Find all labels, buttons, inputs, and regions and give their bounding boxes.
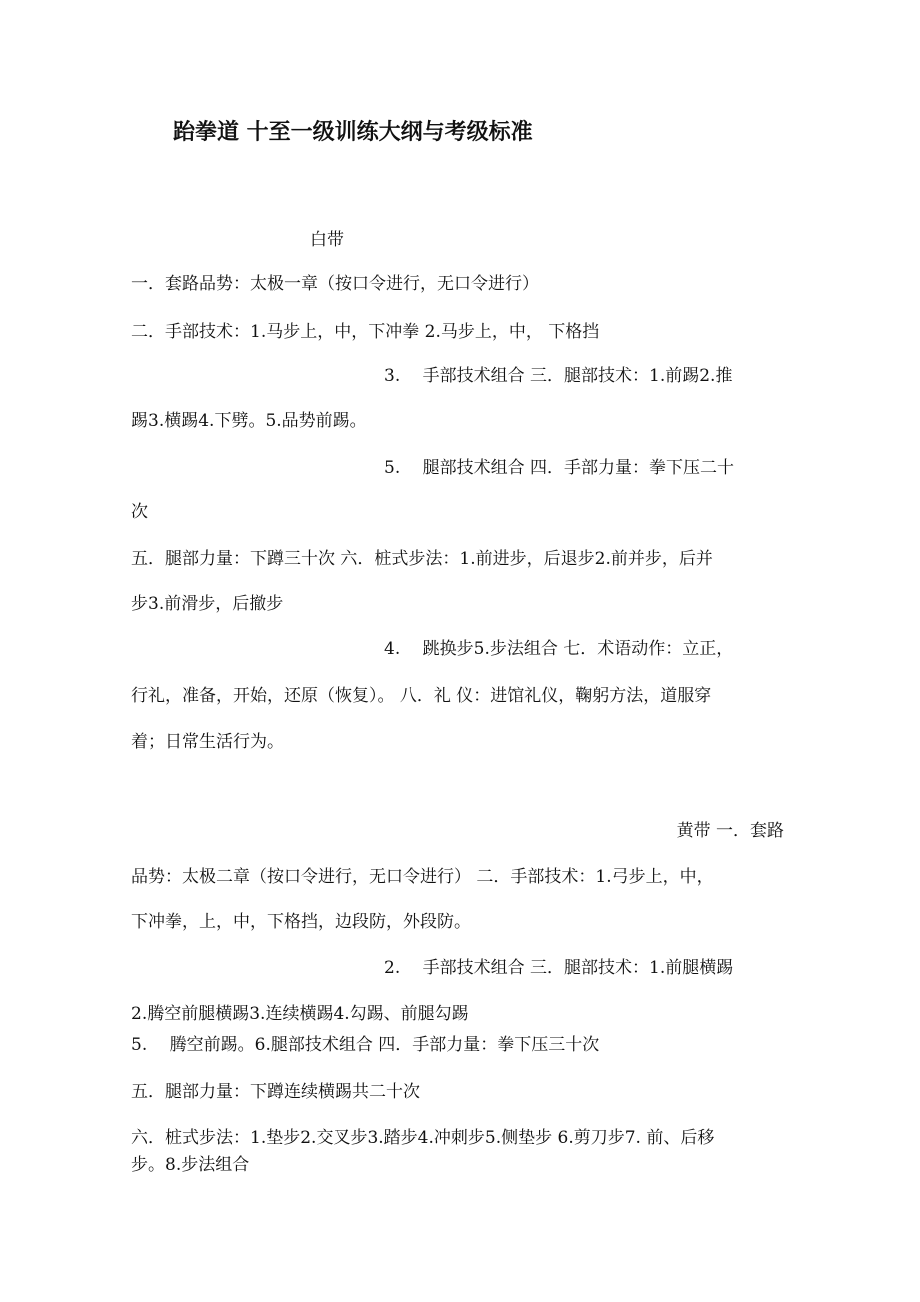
yellow-belt-line-4: 2.腾空前腿横踢3.连续横踢4.勾踢、前腿勾踢 <box>131 1004 469 1024</box>
white-belt-line-7: 五．腿部力量：下蹲三十次 六．桩式步法：1.前进步，后退步2.前并步，后并 <box>131 549 713 569</box>
yellow-belt-line-2: 下冲拳，上，中，下格挡，边段防，外段防。 <box>131 912 471 932</box>
yellow-belt-heading: 黄带 一．套路 <box>676 821 784 841</box>
white-belt-line-6: 次 <box>131 502 148 522</box>
yellow-belt-line-1: 品势：太极二章（按口令进行，无口令进行） 二．手部技术：1.弓步上，中， <box>131 867 714 887</box>
white-belt-line-5: 5. 腿部技术组合 四．手部力量：拳下压二十 <box>384 458 735 478</box>
white-belt-line-10: 行礼，准备，开始，还原（恢复）。 八．礼 仪：进馆礼仪，鞠躬方法，道服穿 <box>131 686 712 706</box>
yellow-belt-line-8: 步。8.步法组合 <box>131 1155 250 1175</box>
white-belt-line-9: 4. 跳换步5.步法组合 七．术语动作：立正， <box>384 639 734 659</box>
document-title: 跆拳道 十至一级训练大纲与考级标准 <box>173 120 533 145</box>
white-belt-line-1: 一．套路品势：太极一章（按口令进行，无口令进行） <box>131 274 539 294</box>
white-belt-line-11: 着；日常生活行为。 <box>131 732 284 752</box>
yellow-belt-line-5: 5. 腾空前踢。6.腿部技术组合 四．手部力量：拳下压三十次 <box>131 1035 600 1055</box>
white-belt-heading: 白带 <box>310 230 344 250</box>
white-belt-line-2: 二．手部技术：1.马步上，中，下冲拳 2.马步上，中， 下格挡 <box>131 322 600 342</box>
yellow-belt-line-7: 六．桩式步法：1.垫步2.交叉步3.踏步4.冲刺步5.侧垫步 6.剪刀步7. 前、后移 <box>131 1128 715 1148</box>
white-belt-line-3: 3. 手部技术组合 三．腿部技术：1.前踢2.推 <box>384 366 733 386</box>
white-belt-line-8: 步3.前滑步，后撤步 <box>131 594 284 614</box>
white-belt-line-4: 踢3.横踢4.下劈。5.品势前踢。 <box>131 411 367 431</box>
yellow-belt-line-6: 五．腿部力量：下蹲连续横踢共二十次 <box>131 1082 420 1102</box>
yellow-belt-line-3: 2. 手部技术组合 三．腿部技术：1.前腿横踢 <box>384 958 734 978</box>
